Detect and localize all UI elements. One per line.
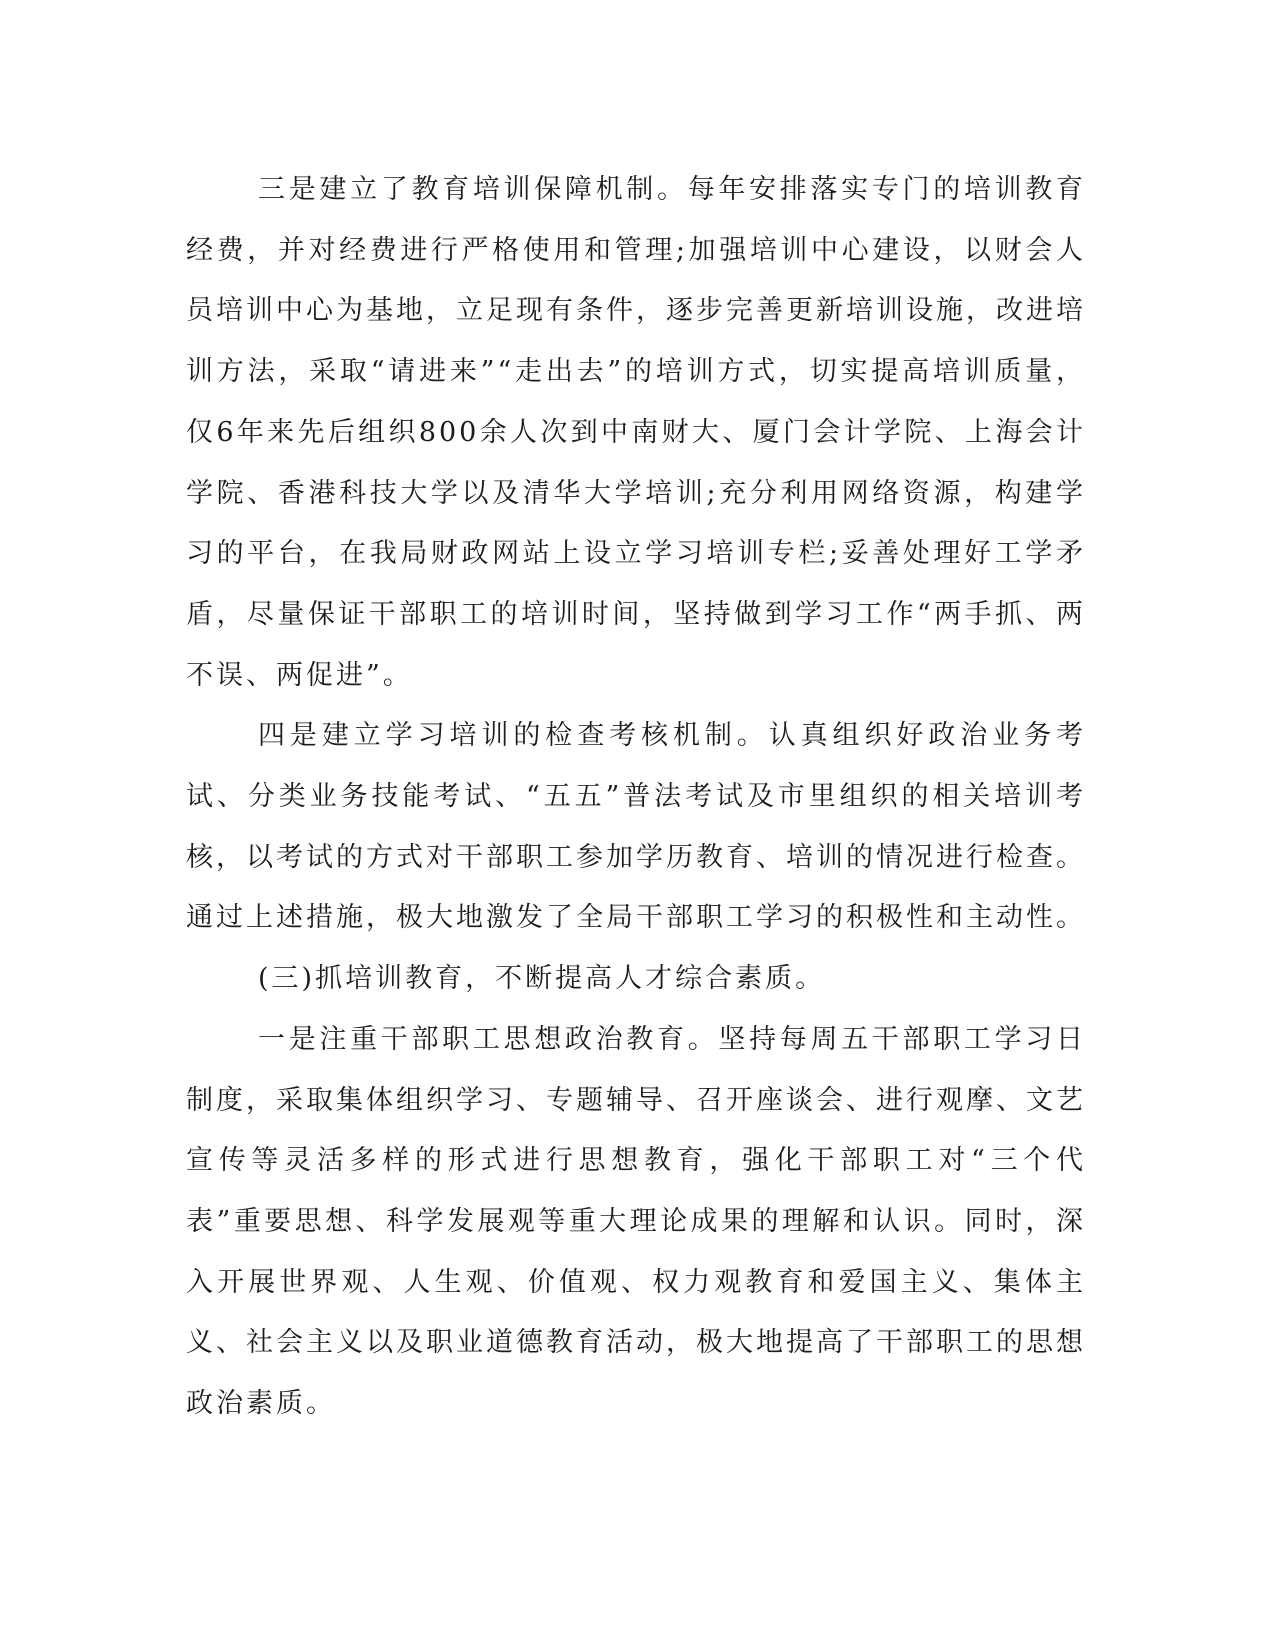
paragraph-inspection-assessment: 四是建立学习培训的检查考核机制。认真组织好政治业务考试、分类业务技能考试、“五五”普法考试及市里组织的相关培训考核，以考试的方式对干部职工参加学历教育、培训的情况进行检查。通过上述措施，极大地激发了全局干部职工学习的积极性和主动性。 — [186, 720, 1086, 934]
section-heading-training-education: (三)抓培训教育，不断提高人才综合素质。 — [258, 963, 826, 995]
paragraph-training-guarantee: 三是建立了教育培训保障机制。每年安排落实专门的培训教育经费，并对经费进行严格使用和管理;加强培训中心建设，以财会人员培训中心为基地，立足现有条件，逐步完善更新培训设施，改进培训方法，采取“请进来”“走出去”的培训方式，切实提高培训质量，仅6年来先后组织800余人次到中南财大、厦门会计学院、上海会计学院、香港科技大学以及清华大学培训;充分利用网络资源，构建学习的平台，在我局财政网站上设立学习培训专栏;妥善处理好工学矛盾，尽量保证干部职工的培训时间，坚持做到学习工作“两手抓、两不误、两促进”。 — [186, 174, 1086, 691]
paragraph-political-education: 一是注重干部职工思想政治教育。坚持每周五干部职工学习日制度，采取集体组织学习、专题辅导、召开座谈会、进行观摩、文艺宣传等灵活多样的形式进行思想教育，强化干部职工对“三个代表”重要思想、科学发展观等重大理论成果的理解和认识。同时，深入开展世界观、人生观、价值观、权力观教育和爱国主义、集体主义、社会主义以及职业道德教育活动，极大地提高了干部职工的思想政治素质。 — [186, 1023, 1086, 1420]
document-body — [186, 160, 1086, 1435]
